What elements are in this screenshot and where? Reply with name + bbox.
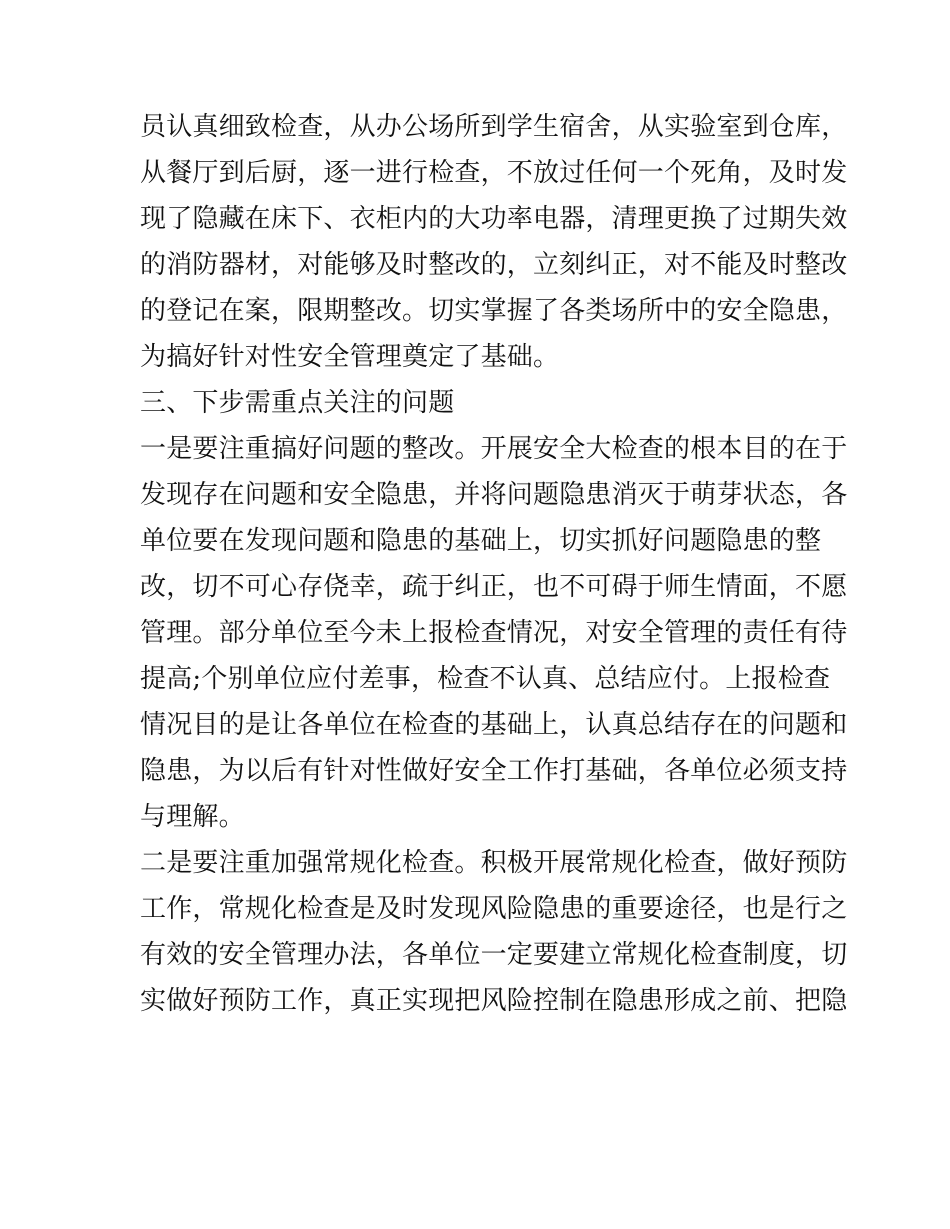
- text-line: 的登记在案，限期整改。切实掌握了各类场所中的安全隐患，: [140, 296, 848, 326]
- text-line: 员认真细致检查，从办公场所到学生宿舍，从实验室到仓库，: [140, 112, 848, 142]
- text-line: 的消防器材，对能够及时整改的，立刻纠正，对不能及时整改: [140, 250, 848, 280]
- text-line: 从餐厅到后厨，逐一进行检查，不放过任何一个死角，及时发: [140, 158, 848, 188]
- text-line: 提高;个别单位应付差事，检查不认真、总结应付。上报检查: [140, 664, 831, 694]
- text-line: 改，切不可心存侥幸，疏于纠正，也不可碍于师生情面，不愿: [140, 572, 848, 602]
- text-line: 情况目的是让各单位在检查的基础上，认真总结存在的问题和: [140, 710, 848, 740]
- text-line: 发现存在问题和安全隐患，并将问题隐患消灭于萌芽状态，各: [140, 480, 848, 510]
- text-line: 单位要在发现问题和隐患的基础上，切实抓好问题隐患的整: [140, 526, 822, 556]
- text-line: 隐患，为以后有针对性做好安全工作打基础，各单位必须支持: [140, 756, 848, 786]
- text-line: 现了隐藏在床下、衣柜内的大功率电器，清理更换了过期失效: [140, 204, 848, 234]
- text-line: 一是要注重搞好问题的整改。开展安全大检查的根本目的在于: [140, 434, 848, 464]
- text-line: 二是要注重加强常规化检查。积极开展常规化检查，做好预防: [140, 848, 848, 878]
- section-heading: 三、下步需重点关注的问题: [140, 388, 455, 418]
- text-line: 工作，常规化检查是及时发现风险隐患的重要途径，也是行之: [140, 894, 848, 924]
- text-line: 管理。部分单位至今未上报检查情况，对安全管理的责任有待: [140, 618, 848, 648]
- text-line: 有效的安全管理办法，各单位一定要建立常规化检查制度，切: [140, 940, 848, 970]
- document-body: [140, 104, 848, 1024]
- text-line: 与理解。: [140, 802, 245, 832]
- text-line: 为搞好针对性安全管理奠定了基础。: [140, 342, 560, 372]
- text-line: 实做好预防工作，真正实现把风险控制在隐患形成之前、把隐: [140, 986, 848, 1016]
